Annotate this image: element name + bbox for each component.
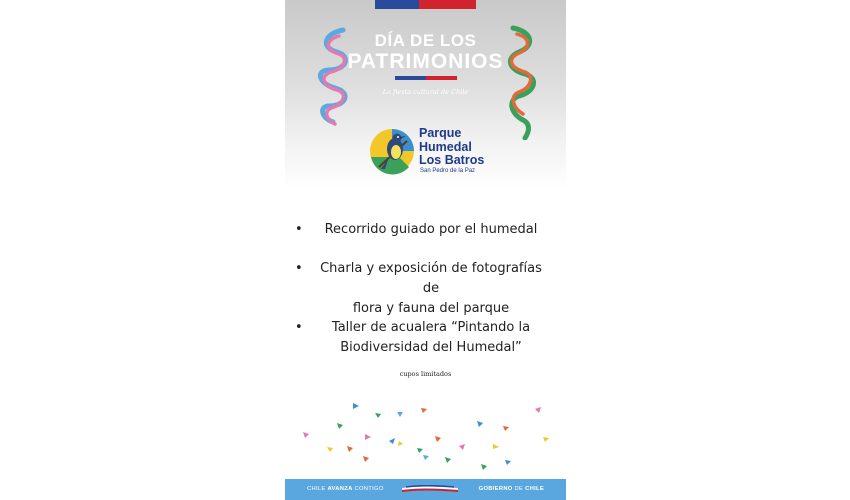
bullet-icon: • [295, 320, 303, 335]
government-stripes-icon [402, 485, 458, 494]
park-name-line2: Humedal [419, 139, 472, 154]
confetti-icon [285, 0, 566, 500]
footer-gov-bold1: GOBIERNO [478, 486, 513, 492]
park-location: San Pedro de la Paz [420, 168, 476, 174]
footer-bar [285, 479, 566, 500]
event-title-line1: DÍA DE LOS [374, 31, 477, 50]
activity-line: Charla y exposición de fotografías de [320, 261, 542, 296]
event-poster [285, 0, 566, 500]
footer-slogan [307, 486, 384, 492]
park-name-line1: Parque [419, 126, 462, 140]
footer-government [479, 486, 544, 492]
footer-gov-bold2: CHILE [525, 486, 544, 492]
activity-line: Taller de acualera “Pintando la [331, 320, 531, 335]
event-tagline: La fiesta cultural de Chile [382, 88, 469, 96]
footer-slogan-end: CONTIGO [352, 486, 384, 492]
limited-spots-note: cupos limitados [399, 370, 452, 378]
activity-line: Recorrido guiado por el humedal [324, 222, 538, 237]
bullet-icon: • [295, 222, 303, 237]
bullet-icon: • [295, 261, 303, 276]
footer-slogan-part: CHILE [307, 486, 328, 492]
park-name-line3: Los Batros [419, 153, 485, 167]
event-title-line2: PATRIMONIOS [347, 50, 504, 73]
activity-line: Biodiversidad del Humedal” [340, 340, 522, 355]
activity-line: flora y fauna del parque [352, 301, 510, 316]
footer-slogan-bold: AVANZA [327, 486, 353, 492]
footer-gov-regular: DE [512, 486, 526, 492]
